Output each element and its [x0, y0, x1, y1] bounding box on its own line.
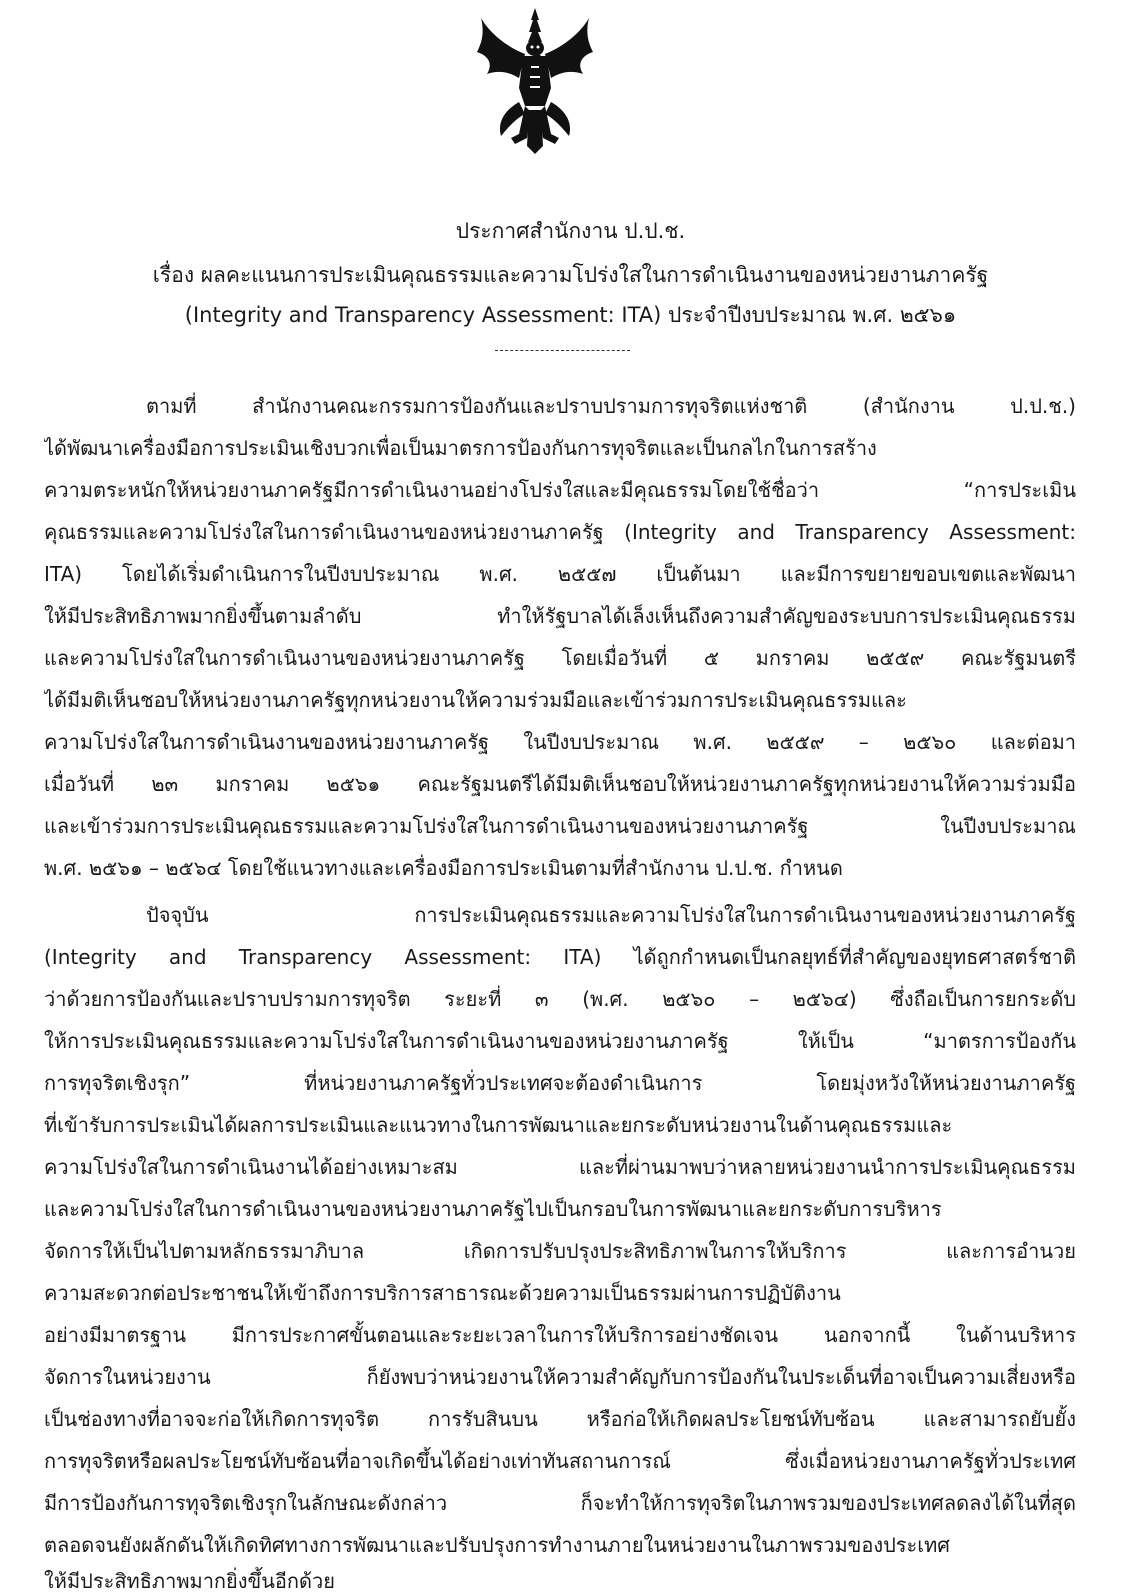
- paragraph-2-line: จัดการในหน่วยงาน ก็ยังพบว่าหน่วยงานให้ความสำคัญกับการป้องกันในประเด็นที่อาจเป็นความเสี่ยงหรือ: [44, 1365, 1076, 1389]
- paragraph-2-line: อย่างมีมาตรฐาน มีการประกาศขั้นตอนและระยะเวลาในการให้บริการอย่างชัดเจน นอกจากนี้ ในด้านบริหาร: [44, 1323, 1076, 1347]
- paragraph-2-line: การทุจริตเชิงรุก” ที่หน่วยงานภาครัฐทั่วประเทศจะต้องดำเนินการ โดยมุ่งหวังให้หน่วยงานภาครัฐ: [44, 1071, 1076, 1095]
- paragraph-1-line: ได้มีมติเห็นชอบให้หน่วยงานภาครัฐทุกหน่วยงานให้ความร่วมมือและเข้าร่วมการประเมินคุณธรรมและ: [44, 688, 907, 712]
- announcement-subtitle: (Integrity and Transparency Assessment: ITA) ประจำปีงบประมาณ พ.ศ. ๒๕๖๑: [184, 303, 957, 327]
- paragraph-2-line: (Integrity and Transparency Assessment: ITA) ได้ถูกกำหนดเป็นกลยุทธ์ที่สำคัญของยุทธศาสตร์ชาติ: [44, 945, 1076, 969]
- paragraph-1-line: ให้มีประสิทธิภาพมากยิ่งขึ้นตามลำดับ ทำให้รัฐบาลได้เล็งเห็นถึงความสำคัญของระบบการประเมินคุณธรรม: [44, 604, 1076, 628]
- paragraph-2-line: ปัจจุบัน การประเมินคุณธรรมและความโปร่งใสในการดำเนินงานของหน่วยงานภาครัฐ: [146, 903, 1076, 927]
- paragraph-2-line: ให้มีประสิทธิภาพมากยิ่งขึ้นอีกด้วย: [44, 1569, 335, 1593]
- header-divider: [495, 350, 630, 351]
- announcement-subject: เรื่อง ผลคะแนนการประเมินคุณธรรมและความโปร่งใสในการดำเนินงานของหน่วยงานภาครัฐ: [152, 263, 989, 287]
- paragraph-1-line: ได้พัฒนาเครื่องมือการประเมินเชิงบวกเพื่อเป็นมาตรการป้องกันการทุจริตและเป็นกลไกในการสร้าง: [44, 436, 877, 460]
- garuda-emblem-icon: [475, 6, 595, 156]
- paragraph-2-line: ให้การประเมินคุณธรรมและความโปร่งใสในการดำเนินงานของหน่วยงานภาครัฐ ให้เป็น “มาตรการป้องกัน: [44, 1029, 1076, 1053]
- paragraph-1-line: พ.ศ. ๒๕๖๑ – ๒๕๖๔ โดยใช้แนวทางและเครื่องมือการประเมินตามที่สำนักงาน ป.ป.ช. กำหนด: [44, 856, 843, 880]
- paragraph-2-line: เป็นช่องทางที่อาจจะก่อให้เกิดการทุจริต การรับสินบน หรือก่อให้เกิดผลประโยชน์ทับซ้อน และสามารถยับยั้ง: [44, 1407, 1076, 1431]
- paragraph-2-line: ตลอดจนยังผลักดันให้เกิดทิศทางการพัฒนาและปรับปรุงการทำงานภายในหน่วยงานในภาพรวมของประเทศ: [44, 1533, 951, 1557]
- paragraph-1-line: และความโปร่งใสในการดำเนินงานของหน่วยงานภาครัฐ โดยเมื่อวันที่ ๕ มกราคม ๒๕๕๙ คณะรัฐมนตรี: [44, 646, 1076, 670]
- paragraph-2-line: และความโปร่งใสในการดำเนินงานของหน่วยงานภาครัฐไปเป็นกรอบในการพัฒนาและยกระดับการบริหาร: [44, 1197, 942, 1221]
- paragraph-1-line: ตามที่ สำนักงานคณะกรรมการป้องกันและปราบปรามการทุจริตแห่งชาติ (สำนักงาน ป.ป.ช.): [146, 394, 1076, 418]
- paragraph-2-line: ที่เข้ารับการประเมินได้ผลการประเมินและแนวทางในการพัฒนาและยกระดับหน่วยงานในด้านคุณธรรมและ: [44, 1113, 953, 1137]
- paragraph-2-line: ความโปร่งใสในการดำเนินงานได้อย่างเหมาะสม และที่ผ่านมาพบว่าหลายหน่วยงานนำการประเมินคุณธรรม: [44, 1155, 1076, 1179]
- paragraph-1-line: ความโปร่งใสในการดำเนินงานของหน่วยงานภาครัฐ ในปีงบประมาณ พ.ศ. ๒๕๕๙ – ๒๕๖๐ และต่อมา: [44, 730, 1076, 754]
- paragraph-1-line: เมื่อวันที่ ๒๓ มกราคม ๒๕๖๑ คณะรัฐมนตรีได้มีมติเห็นชอบให้หน่วยงานภาครัฐทุกหน่วยงานให้ความร่วมมือ: [44, 772, 1076, 796]
- paragraph-1-line: ความตระหนักให้หน่วยงานภาครัฐมีการดำเนินงานอย่างโปร่งใสและมีคุณธรรมโดยใช้ชื่อว่า “การประเมิน: [44, 478, 1076, 502]
- paragraph-1-line: และเข้าร่วมการประเมินคุณธรรมและความโปร่งใสในการดำเนินงานของหน่วยงานภาครัฐ ในปีงบประมาณ: [44, 814, 1076, 838]
- paragraph-2-line: จัดการให้เป็นไปตามหลักธรรมาภิบาล เกิดการปรับปรุงประสิทธิภาพในการให้บริการ และการอำนวย: [44, 1239, 1076, 1263]
- paragraph-2-line: มีการป้องกันการทุจริตเชิงรุกในลักษณะดังกล่าว ก็จะทำให้การทุจริตในภาพรวมของประเทศลดลงได้ในที่สุด: [44, 1491, 1076, 1515]
- announcement-title: ประกาศสำนักงาน ป.ป.ช.: [455, 219, 686, 243]
- paragraph-2-line: การทุจริตหรือผลประโยชน์ทับซ้อนที่อาจเกิดขึ้นได้อย่างเท่าทันสถานการณ์ ซึ่งเมื่อหน่วยงานภาครัฐทั่วประเทศ: [44, 1449, 1076, 1473]
- paragraph-1-line: ITA) โดยได้เริ่มดำเนินการในปีงบประมาณ พ.ศ. ๒๕๕๗ เป็นต้นมา และมีการขยายขอบเขตและพัฒนา: [44, 562, 1076, 586]
- paragraph-2-line: ความสะดวกต่อประชาชนให้เข้าถึงการบริการสาธารณะด้วยความเป็นธรรมผ่านการปฏิบัติงาน: [44, 1281, 841, 1305]
- paragraph-1-line: คุณธรรมและความโปร่งใสในการดำเนินงานของหน่วยงานภาครัฐ (Integrity and Transparency Assessment:: [44, 520, 1076, 544]
- paragraph-2-line: ว่าด้วยการป้องกันและปราบปรามการทุจริต ระยะที่ ๓ (พ.ศ. ๒๕๖๐ – ๒๕๖๔) ซึ่งถือเป็นการยกระดับ: [44, 987, 1076, 1011]
